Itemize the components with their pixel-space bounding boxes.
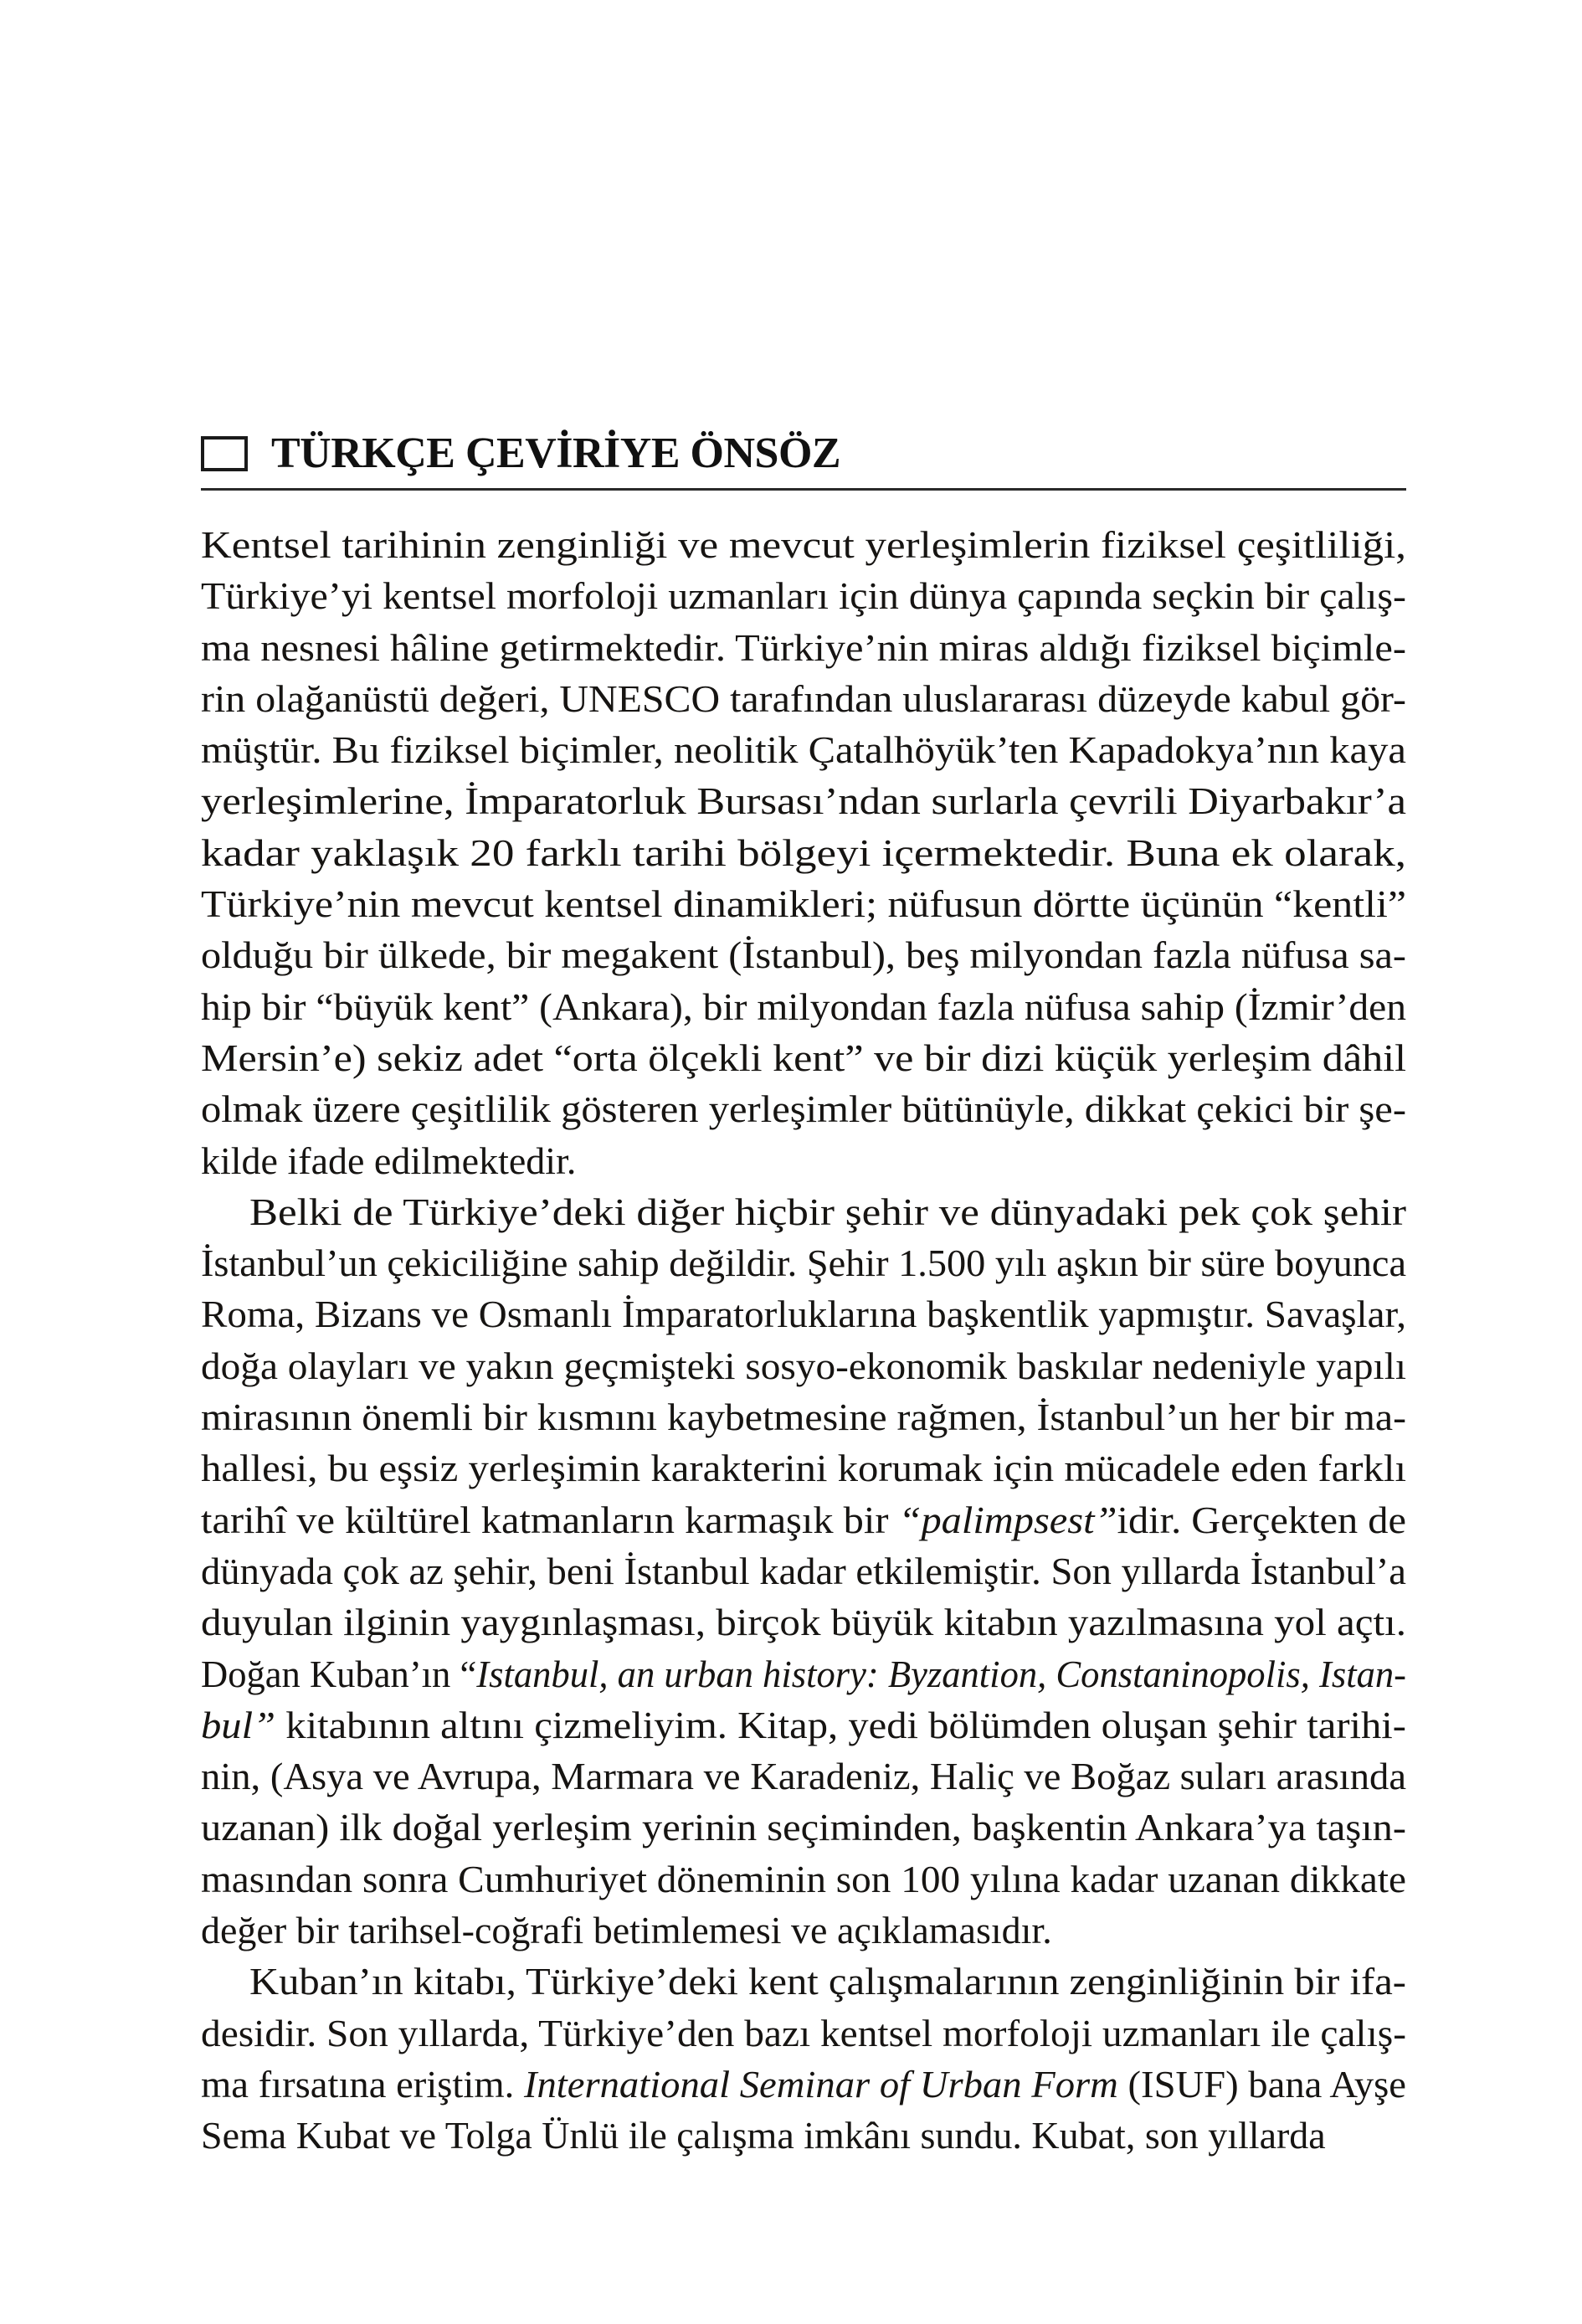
text-line-content xyxy=(249,1186,1406,1237)
section-title: TÜRKÇE ÇEVİRİYE ÖNSÖZ xyxy=(271,429,841,477)
text-line xyxy=(201,2110,1406,2161)
text-line-content xyxy=(201,1751,1406,1802)
text-segment: olmak üzere çeşitlilik gösteren yerleşimler bütünüyle, dikkat çekici bir şe- xyxy=(201,1087,1406,1131)
text-line-content xyxy=(201,775,1406,826)
text-line-content xyxy=(201,519,1406,570)
text-line-content xyxy=(201,2110,1326,2161)
text-line xyxy=(201,1083,1406,1134)
text-line-content xyxy=(201,1905,1052,1956)
text-line-content xyxy=(201,724,1406,775)
section-marker-icon xyxy=(201,436,248,471)
text-segment: nin, (Asya ve Avrupa, Marmara ve Karadeniz, Haliç ve Boğaz suları arasında xyxy=(201,1755,1406,1798)
text-line xyxy=(201,1854,1406,1905)
header-divider xyxy=(201,488,1406,491)
text-line-content xyxy=(201,1699,1406,1751)
text-line xyxy=(201,1032,1406,1083)
text-segment: kitabının altını çizmeliyim. Kitap, yedi bölümden oluşan şehir tarihi- xyxy=(275,1703,1406,1746)
text-line-content xyxy=(201,1545,1406,1596)
text-segment: idir. Gerçekten de xyxy=(1117,1498,1407,1541)
text-segment: müştür. Bu fiziksel biçimler, neolitik Çatalhöyük’ten Kapadokya’nın kaya xyxy=(201,728,1406,772)
text-line xyxy=(201,2059,1406,2110)
text-line-content xyxy=(201,1237,1406,1288)
text-segment: Türkiye’yi kentsel morfoloji uzmanları için dünya çapında seçkin bir çalış- xyxy=(201,574,1406,618)
text-line-content xyxy=(201,878,1406,929)
text-line-content xyxy=(249,1956,1406,2007)
text-segment: olduğu bir ülkede, bir megakent (İstanbul), beş milyondan fazla nüfusa sa- xyxy=(201,933,1406,977)
text-line xyxy=(201,981,1406,1032)
text-line-content xyxy=(201,1391,1406,1442)
text-line xyxy=(201,878,1406,929)
text-line-content xyxy=(201,2059,1406,2110)
text-line xyxy=(201,1802,1406,1853)
text-line xyxy=(201,1288,1406,1339)
italic-text-segment: International Seminar of Urban Form xyxy=(523,2062,1118,2105)
text-segment: Sema Kubat ve Tolga Ünlü ile çalışma imkânı sundu. Kubat, son yıllarda xyxy=(201,2114,1326,2157)
text-segment: Kuban’ın kitabı, Türkiye’deki kent çalışmalarının zenginliğinin bir ifa- xyxy=(249,1960,1406,2003)
text-line-content xyxy=(201,1032,1406,1083)
text-segment: dünyada çok az şehir, beni İstanbul kadar etkilemiştir. Son yıllarda İstanbul’a xyxy=(201,1549,1406,1592)
text-line-content xyxy=(201,1135,576,1186)
text-line-content xyxy=(201,1802,1406,1853)
text-line xyxy=(201,673,1406,724)
italic-text-segment: bul” xyxy=(201,1703,276,1746)
text-segment: Doğan Kuban’ın “ xyxy=(201,1652,477,1695)
text-line xyxy=(201,1905,1406,1956)
text-segment: desidir. Son yıllarda, Türkiye’den bazı kentsel morfoloji uzmanları ile çalış- xyxy=(201,2011,1407,2054)
text-line-content xyxy=(201,1596,1406,1648)
text-segment: Türkiye’nin mevcut kentsel dinamikleri; nüfusun dörtte üçünün “kentli” xyxy=(201,882,1406,926)
text-segment: (ISUF) bana Ayşe xyxy=(1117,2062,1406,2105)
text-line xyxy=(201,2008,1406,2059)
text-line xyxy=(201,775,1406,826)
text-segment: Mersin’e) sekiz adet “orta ölçekli kent” ve bir dizi küçük yerleşim dâhil xyxy=(201,1036,1406,1079)
text-segment: ma fırsatına eriştim. xyxy=(201,2062,524,2105)
text-line-content xyxy=(201,570,1406,621)
italic-text-segment: Istanbul, an urban history: Byzantion, Constaninopolis, Istan- xyxy=(476,1652,1406,1695)
text-segment: hip bir “büyük kent” (Ankara), bir milyondan fazla nüfusa sahip (İzmir’den xyxy=(201,985,1406,1028)
text-segment: doğa olayları ve yakın geçmişteki sosyo-ekonomik baskılar nedeniyle yapılı xyxy=(201,1344,1406,1387)
text-segment: Kentsel tarihinin zenginliği ve mevcut yerleşimlerin fiziksel çeşitliliği, xyxy=(201,523,1406,566)
text-line xyxy=(201,1699,1406,1751)
body-text xyxy=(201,519,1406,2162)
text-segment: hallesi, bu eşsiz yerleşimin karakterini korumak için mücadele eden farklı xyxy=(201,1447,1406,1490)
text-segment: kadar yaklaşık 20 farklı tarihi bölgeyi içermektedir. Buna ek olarak, xyxy=(201,830,1406,874)
text-line-content xyxy=(201,1854,1406,1905)
text-line xyxy=(201,1442,1406,1494)
text-line-content xyxy=(201,981,1406,1032)
text-segment: yerleşimlerine, İmparatorluk Bursası’ndan surlarla çevrili Diyarbakır’a xyxy=(201,779,1406,823)
text-segment: rin olağanüstü değeri, UNESCO tarafından uluslararası düzeyde kabul gör- xyxy=(201,676,1406,720)
text-line xyxy=(201,622,1406,673)
text-line-content xyxy=(201,1083,1406,1134)
text-line xyxy=(201,1648,1406,1699)
text-line xyxy=(201,1751,1406,1802)
text-segment: Belki de Türkiye’deki diğer hiçbir şehir ve dünyadaki pek çok şehir xyxy=(249,1190,1406,1233)
text-line xyxy=(201,1135,1406,1186)
italic-text-segment: “palimpsest” xyxy=(898,1498,1117,1541)
text-line xyxy=(201,1545,1406,1596)
text-line xyxy=(201,519,1406,570)
text-line-content xyxy=(201,1648,1406,1699)
text-line xyxy=(201,724,1406,775)
text-line xyxy=(201,1186,1406,1237)
text-line xyxy=(201,929,1406,980)
text-line-content xyxy=(201,1340,1406,1391)
text-line-content xyxy=(201,1442,1406,1494)
text-line-content xyxy=(201,929,1406,980)
text-line xyxy=(201,570,1406,621)
text-line xyxy=(201,1956,1406,2007)
text-segment: İstanbul’un çekiciliğine sahip değildir. Şehir 1.500 yılı aşkın bir süre boyunca xyxy=(201,1242,1406,1285)
text-line xyxy=(201,1596,1406,1648)
text-line xyxy=(201,1237,1406,1288)
text-line-content xyxy=(201,1494,1406,1545)
text-segment: Roma, Bizans ve Osmanlı İmparatorluklarına başkentlik yapmıştır. Savaşlar, xyxy=(201,1293,1407,1336)
text-segment: mirasının önemli bir kısmını kaybetmesine rağmen, İstanbul’un her bir ma- xyxy=(201,1396,1406,1439)
text-line-content xyxy=(201,673,1406,724)
text-segment: kilde ifade edilmektedir. xyxy=(201,1139,577,1182)
text-line xyxy=(201,827,1406,878)
text-segment: duyulan ilginin yaygınlaşması, birçok büyük kitabın yazılmasına yol açtı. xyxy=(201,1601,1407,1644)
text-line-content xyxy=(201,622,1406,673)
text-line-content xyxy=(201,827,1406,878)
text-line-content xyxy=(201,1288,1406,1339)
text-line xyxy=(201,1494,1406,1545)
section-header xyxy=(201,424,1406,484)
text-segment: tarihî ve kültürel katmanların karmaşık bir xyxy=(201,1498,899,1541)
text-segment: ma nesnesi hâline getirmektedir. Türkiye’nin miras aldığı fiziksel biçimle- xyxy=(201,625,1406,669)
text-line xyxy=(201,1340,1406,1391)
text-line xyxy=(201,1391,1406,1442)
text-segment: masından sonra Cumhuriyet döneminin son 100 yılına kadar uzanan dikkate xyxy=(201,1857,1406,1900)
text-line-content xyxy=(201,2008,1406,2059)
text-segment: değer bir tarihsel-coğrafi betimlemesi ve açıklamasıdır. xyxy=(201,1909,1052,1952)
text-segment: uzanan) ilk doğal yerleşim yerinin seçiminden, başkentin Ankara’ya taşın- xyxy=(201,1806,1406,1849)
